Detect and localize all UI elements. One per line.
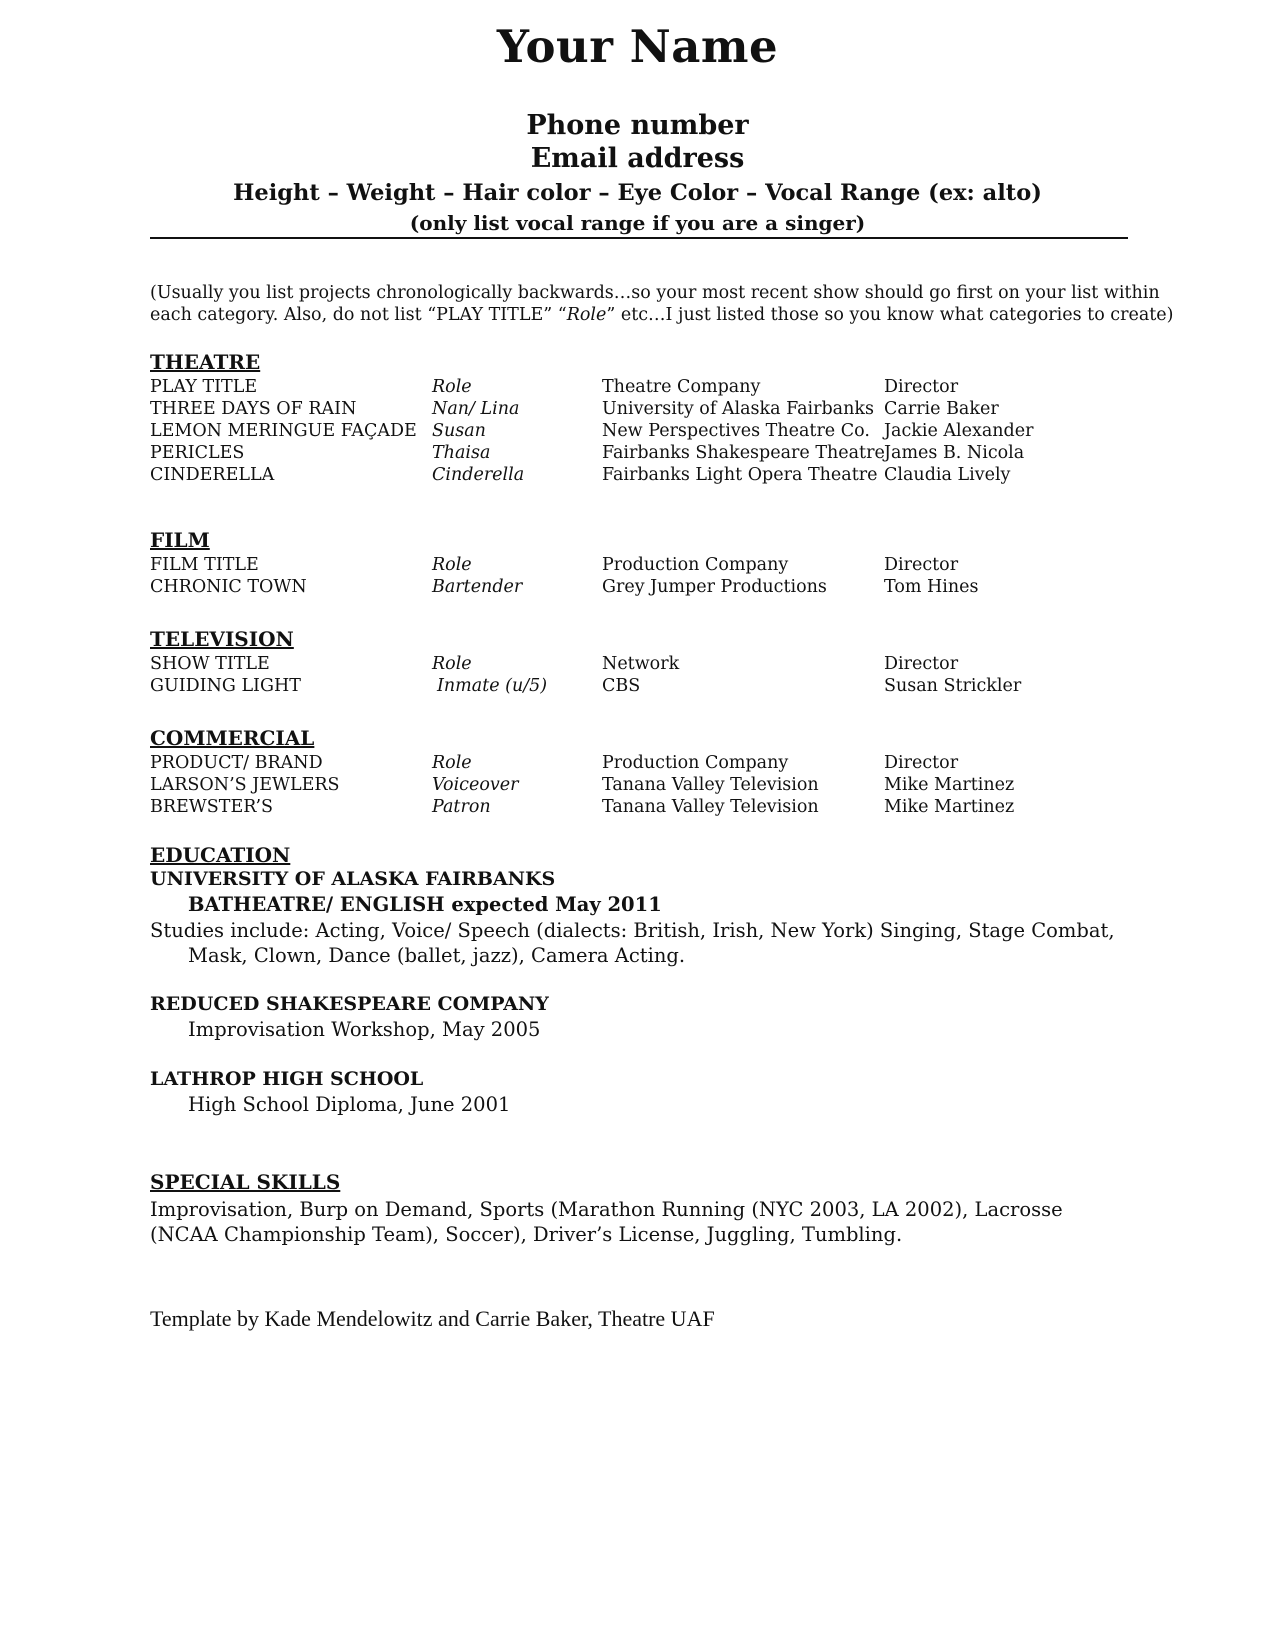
credit-director: Director [884, 555, 959, 575]
physical-stats: Height – Weight – Hair color – Eye Color – Vocal Range (ex: alto) [233, 180, 1042, 206]
credit-role: Bartender [432, 577, 523, 597]
credit-company: Fairbanks Light Opera Theatre [602, 465, 878, 485]
studies-list: Studies include: Acting, Voice/ Speech (dialects: British, Irish, New York) Singing, Stage Combat, Mask, Clown, Dance (ballet, jazz), Camera Acting. [150, 919, 1115, 967]
credit-title: PLAY TITLE [150, 377, 258, 397]
credit-role: Inmate (u/5) [437, 676, 548, 696]
film-credits [150, 555, 1150, 599]
education-block [150, 993, 1130, 1043]
credit-role: Patron [432, 797, 491, 817]
television-credits [150, 654, 1150, 698]
credit-company: Tanana Valley Television [602, 775, 819, 795]
theatre-credits [150, 377, 1150, 487]
intro-line-2-a: each category. Also, do not list “PLAY TITLE” “ [150, 305, 567, 325]
credit-director: Mike Martinez [884, 797, 1015, 817]
credit-role: Nan/ Lina [432, 399, 520, 419]
credit-company: Tanana Valley Television [602, 797, 819, 817]
credit-title: FILM TITLE [150, 555, 259, 575]
table-row [150, 753, 1150, 775]
email-address: Email address [530, 143, 745, 174]
skills-list: Improvisation, Burp on Demand, Sports (Marathon Running (NYC 2003, LA 2002), Lacrosse (NCAA Championship Team), Soccer), Driver’s License, Juggling, Tumbling. [150, 1198, 1063, 1246]
vocal-range-note: (only list vocal range if you are a singer) [409, 211, 866, 235]
table-row [150, 399, 1150, 421]
template-credit: Template by Kade Mendelowitz and Carrie Baker, Theatre UAF [150, 1306, 715, 1331]
credit-director: Jackie Alexander [884, 421, 1034, 441]
credit-director: Susan Strickler [884, 676, 1022, 696]
credit-title: GUIDING LIGHT [150, 676, 301, 696]
table-row [150, 577, 1150, 599]
television-heading: TELEVISION [150, 627, 294, 651]
credit-company: Grey Jumper Productions [602, 577, 827, 597]
credit-title: LARSON’S JEWLERS [150, 775, 340, 795]
credit-role: Role [432, 555, 472, 575]
credit-director: Director [884, 654, 959, 674]
credit-company: Fairbanks Shakespeare Theatre [602, 443, 885, 463]
credit-company: Production Company [602, 555, 789, 575]
theatre-heading: THEATRE [150, 350, 261, 374]
intro-line-1: (Usually you list projects chronologically backwards…so your most recent show should go first on your list within [150, 283, 1160, 303]
table-row [150, 555, 1150, 577]
credit-company: University of Alaska Fairbanks [602, 399, 874, 419]
credit-title: PRODUCT/ BRAND [150, 753, 323, 773]
credit-company: CBS [602, 676, 641, 696]
credit-role: Role [432, 377, 472, 397]
table-row [150, 465, 1150, 487]
degree: BATHEATRE/ ENGLISH expected May 2011 [188, 893, 662, 916]
credit-company: Production Company [602, 753, 789, 773]
credit-title: THREE DAYS OF RAIN [150, 399, 357, 419]
credit-director: Director [884, 753, 959, 773]
credit-director: Carrie Baker [884, 399, 999, 419]
credit-director: Tom Hines [884, 577, 979, 597]
school-name: REDUCED SHAKESPEARE COMPANY [150, 993, 549, 1015]
credit-title: CINDERELLA [150, 465, 275, 485]
table-row [150, 775, 1150, 797]
commercial-heading: COMMERCIAL [150, 726, 315, 750]
table-row [150, 676, 1150, 698]
school-name: UNIVERSITY OF ALASKA FAIRBANKS [150, 868, 556, 890]
credit-title: SHOW TITLE [150, 654, 270, 674]
intro-note [150, 282, 1174, 326]
intro-line-2 [150, 304, 1174, 326]
table-row [150, 797, 1150, 819]
resume-name: Your Name [496, 20, 779, 73]
credit-company: Network [602, 654, 680, 674]
table-row [150, 421, 1150, 443]
credit-role: Thaisa [432, 443, 491, 463]
education-heading: EDUCATION [150, 843, 291, 867]
table-row [150, 443, 1150, 465]
table-row [150, 654, 1150, 676]
header-divider [150, 237, 1128, 239]
phone-number: Phone number [526, 110, 749, 141]
intro-role-word: Role [566, 305, 607, 325]
commercial-credits [150, 753, 1150, 819]
skills-heading: SPECIAL SKILLS [150, 1170, 341, 1194]
credit-role: Voiceover [432, 775, 519, 795]
credit-director: Mike Martinez [884, 775, 1015, 795]
credit-role: Role [432, 753, 472, 773]
credit-role: Role [432, 654, 472, 674]
credit-company: Theatre Company [602, 377, 761, 397]
film-heading: FILM [150, 528, 210, 552]
school-name: LATHROP HIGH SCHOOL [150, 1068, 424, 1090]
credit-role: Susan [432, 421, 486, 441]
table-row [150, 377, 1150, 399]
credit-title: LEMON MERINGUE FAÇADE [150, 421, 417, 441]
credit-title: BREWSTER’S [150, 797, 274, 817]
credit-director: Claudia Lively [884, 465, 1011, 485]
credit-company: New Perspectives Theatre Co. [602, 421, 870, 441]
education-block [150, 868, 1130, 968]
school-detail: High School Diploma, June 2001 [188, 1093, 511, 1116]
credit-director: James B. Nicola [884, 443, 1025, 463]
credit-role: Cinderella [432, 465, 525, 485]
school-detail: Improvisation Workshop, May 2005 [188, 1018, 541, 1041]
education-block [150, 1068, 1130, 1118]
intro-line-2-b: ” etc…I just listed those so you know what categories to create) [606, 305, 1174, 325]
credit-director: Director [884, 377, 959, 397]
credit-title: PERICLES [150, 443, 245, 463]
credit-title: CHRONIC TOWN [150, 577, 307, 597]
